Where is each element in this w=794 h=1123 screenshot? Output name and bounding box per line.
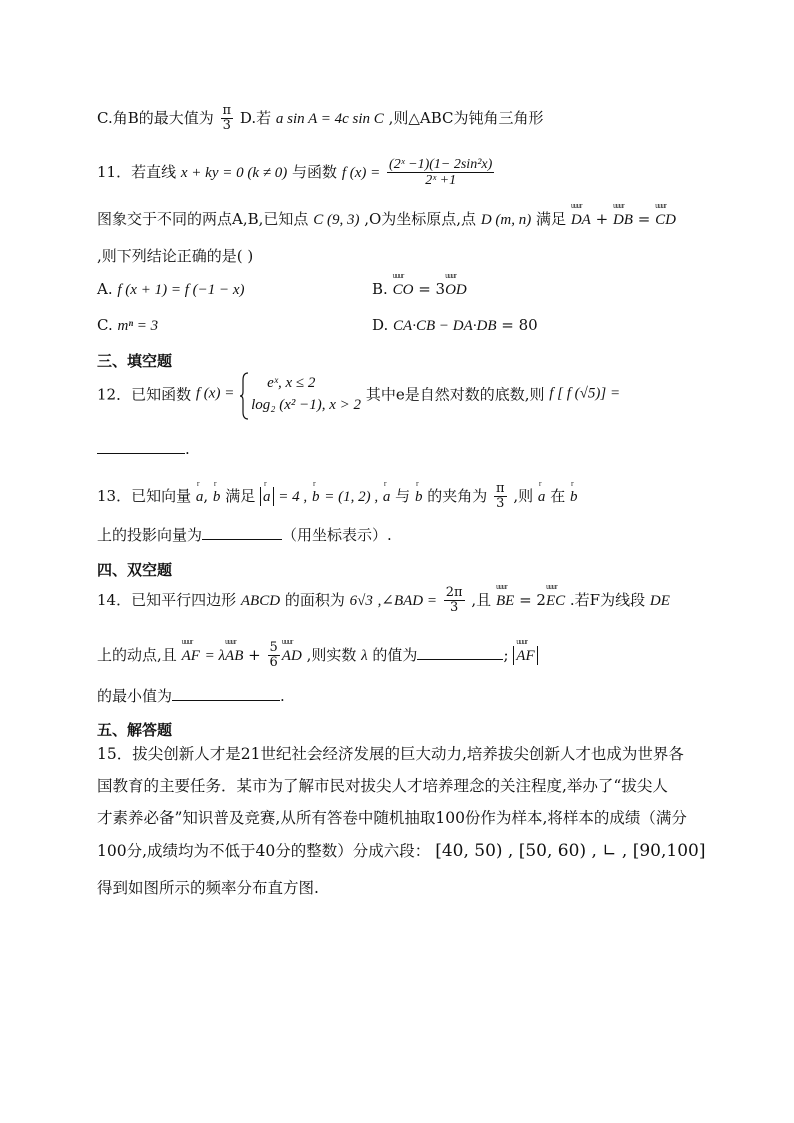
q14-text: = λ <box>204 647 226 664</box>
vector-b: r b <box>312 489 320 506</box>
q14-text: .若F为线段 <box>569 590 646 609</box>
q10-option-d-expr: a sin A = 4c sin C <box>275 110 384 127</box>
q15-line1: 15．拔尖创新人才是21世纪社会经济发展的巨大动力,培养拔尖创新人才也成为世界各 <box>97 745 684 763</box>
q14-line2 <box>97 641 538 671</box>
q11-line-eq: x + ky = 0 (k ≠ 0) <box>180 164 288 181</box>
vector-ad: uuur AD <box>282 648 302 665</box>
vector-co: uuur CO <box>393 282 414 299</box>
q11-fn-frac <box>387 157 494 189</box>
q10-option-d-tail: ,则△ABC为钝角三角形 <box>388 108 544 127</box>
q14-frac <box>268 641 280 671</box>
vector-ec: uuur EC <box>546 593 565 610</box>
q10-frac <box>221 104 234 134</box>
option-label: B. <box>372 280 388 298</box>
q12-fn-lhs: f (x) = <box>195 385 235 402</box>
q13-line2 <box>97 524 392 545</box>
q14-text: = 2 <box>519 590 546 609</box>
plus-sign: + <box>248 645 261 664</box>
q14-line1 <box>97 586 670 616</box>
option-label: A. <box>97 280 113 298</box>
q14-text: ,则实数 <box>306 645 357 664</box>
q14-text: 上的动点,且 <box>97 645 177 664</box>
vector-od: uuur OD <box>445 282 467 299</box>
answer-blank[interactable] <box>202 539 282 540</box>
frac-den: 3 <box>222 118 231 134</box>
semicolon: ; <box>503 645 509 664</box>
q11-fn-lhs: f (x) = <box>341 164 381 181</box>
q11-number: 11．若直线 <box>97 162 177 181</box>
norm-a <box>260 487 274 506</box>
option-expr: f (x + 1) = f (−1 − x) <box>117 282 245 298</box>
q11-text: ,O为坐标原点,点 <box>364 210 477 228</box>
option-expr: CA·CB − DA·DB <box>393 318 497 334</box>
q11-text: 图象交于不同的两点A,B,已知点 <box>97 210 309 228</box>
lambda: λ <box>361 647 368 664</box>
q14-text: 的面积为 <box>284 590 345 609</box>
plus-sign: + <box>595 210 609 228</box>
q15-line2: 国教育的主要任务．某市为了解市民对拔尖人才培养理念的关注程度,举办了“拔尖人 <box>97 777 668 795</box>
q11-option-b <box>372 280 467 299</box>
q15-line5: 得到如图所示的频率分布直方图. <box>97 879 319 897</box>
option-expr: = 80 <box>501 316 538 334</box>
q12-case1: eˣ, x ≤ 2 <box>267 375 316 391</box>
q14-number: 14．已知平行四边形 <box>97 590 237 609</box>
frac-num: 5 <box>269 640 278 655</box>
q14-shape: ABCD <box>240 592 281 609</box>
answer-blank[interactable] <box>417 659 503 660</box>
q11-point-d: D (m, n) <box>480 212 532 228</box>
answer-blank[interactable] <box>172 700 280 701</box>
q11-option-d <box>372 316 538 335</box>
vector-b: r b <box>213 489 221 506</box>
q15-text: 100分,成绩均为不低于40分的整数）分成六段： <box>97 842 431 860</box>
q13-text: 上的投影向量为 <box>97 526 203 544</box>
q11-line3 <box>97 245 253 266</box>
q13-text: 在 <box>550 486 566 505</box>
section-heading-3: 三、填空题 <box>97 352 173 370</box>
q14-angle: ,∠BAD = <box>377 592 437 609</box>
q12-piecewise <box>239 372 361 416</box>
q12-ask: f [ f (√5)] = <box>549 385 621 402</box>
q12-line2 <box>97 440 190 458</box>
period: . <box>185 440 190 458</box>
frac-num: π <box>222 103 232 118</box>
q14-text: 的最小值为 <box>97 687 173 705</box>
vector-a: r a <box>538 489 546 506</box>
q15-line3: 才素养必备”知识普及竞赛,从所有答卷中随机抽取100份作为样本,将样本的成绩（满分 <box>97 809 687 827</box>
q14-segment: DE <box>649 592 670 609</box>
q13-frac <box>494 482 507 512</box>
q14-area: 6√3 <box>349 592 373 609</box>
vector-af: uuur AF <box>182 648 200 665</box>
frac-num: (2ˣ −1)(1− 2sin²x) <box>389 157 493 172</box>
section-heading-4: 四、双空题 <box>97 561 173 579</box>
section-heading-5: 五、解答题 <box>97 721 173 739</box>
q14-angle-frac <box>444 586 465 616</box>
q11-point-c: C (9, 3) <box>313 212 360 228</box>
q11-line2 <box>97 208 676 229</box>
q10-options-line <box>97 104 544 134</box>
vector-a: r a <box>383 489 391 506</box>
frac-num: π <box>496 481 505 496</box>
option-expr: mⁿ = 3 <box>117 318 159 334</box>
q12-text: 其中e是自然对数的底数,则 <box>365 385 545 404</box>
q12-number: 12．已知函数 <box>97 385 192 404</box>
q11-text: 与函数 <box>292 162 338 181</box>
vector-b: r b <box>570 489 578 506</box>
option-label: C. <box>97 316 113 334</box>
vector-b: r b <box>415 489 423 506</box>
q12-case2: log₂ (x² −1), x > 2 <box>251 397 362 413</box>
q13-text: （用坐标表示）. <box>282 526 392 544</box>
q13-text: 满足 <box>225 486 256 505</box>
q15-line4 <box>97 839 706 861</box>
q13-text: 与 <box>395 486 411 505</box>
frac-num: 2π <box>445 585 463 600</box>
vector-a: r a <box>263 489 271 506</box>
frac-den: 2ˣ +1 <box>425 173 457 189</box>
vector-a: r a <box>196 489 204 506</box>
q11-text: 满足 <box>536 210 567 228</box>
q14-line3 <box>97 685 285 706</box>
period: . <box>280 687 285 705</box>
q13-b-value: = (1, 2) , <box>324 488 379 505</box>
brace-icon <box>239 372 249 420</box>
vector-db: uuur DB <box>613 212 633 229</box>
q13-text: 的夹角为 <box>427 486 488 505</box>
option-expr: = 3 <box>418 280 446 298</box>
q13-text: ,则 <box>513 486 534 505</box>
norm-af <box>513 646 537 665</box>
q14-text: 的值为 <box>372 645 418 664</box>
frac-den: 6 <box>269 655 278 671</box>
frac-den: 3 <box>450 600 459 616</box>
vector-af: uuur AF <box>516 648 534 665</box>
q13-line1: 13．已知向量 r a, r b 满足 r a = 4 , r b = (1, 2) , r a 与 r b 的夹角为 $\frac{\pi}{3}$ ,则 r a 在 r b <box>97 482 578 512</box>
vector-da: uuur DA <box>571 212 591 229</box>
q11-option-c <box>97 316 158 335</box>
equals-sign: = <box>637 210 651 228</box>
option-label: D. <box>372 316 389 334</box>
q13-norm-value: = 4 , <box>278 488 308 505</box>
frac-den: 3 <box>496 496 505 512</box>
q10-option-d: D.若 <box>239 108 272 127</box>
answer-blank[interactable] <box>97 453 185 454</box>
vector-cd: uuur CD <box>655 212 676 229</box>
q13-number: 13．已知向量 <box>97 486 192 505</box>
q10-option-c: C.角B的最大值为 <box>97 108 214 127</box>
vector-be: uuur BE <box>496 593 514 610</box>
q14-text: ,且 <box>471 590 492 609</box>
q12-line1 <box>97 372 620 416</box>
q15-intervals: [40, 50) , [50, 60) , ∟ , [90,100] <box>435 841 706 861</box>
q11-option-a <box>97 280 245 299</box>
q11-question: ,则下列结论正确的是( ) <box>97 247 254 265</box>
q11-line1 <box>97 157 496 189</box>
vector-ab: uuur AB <box>225 648 243 665</box>
